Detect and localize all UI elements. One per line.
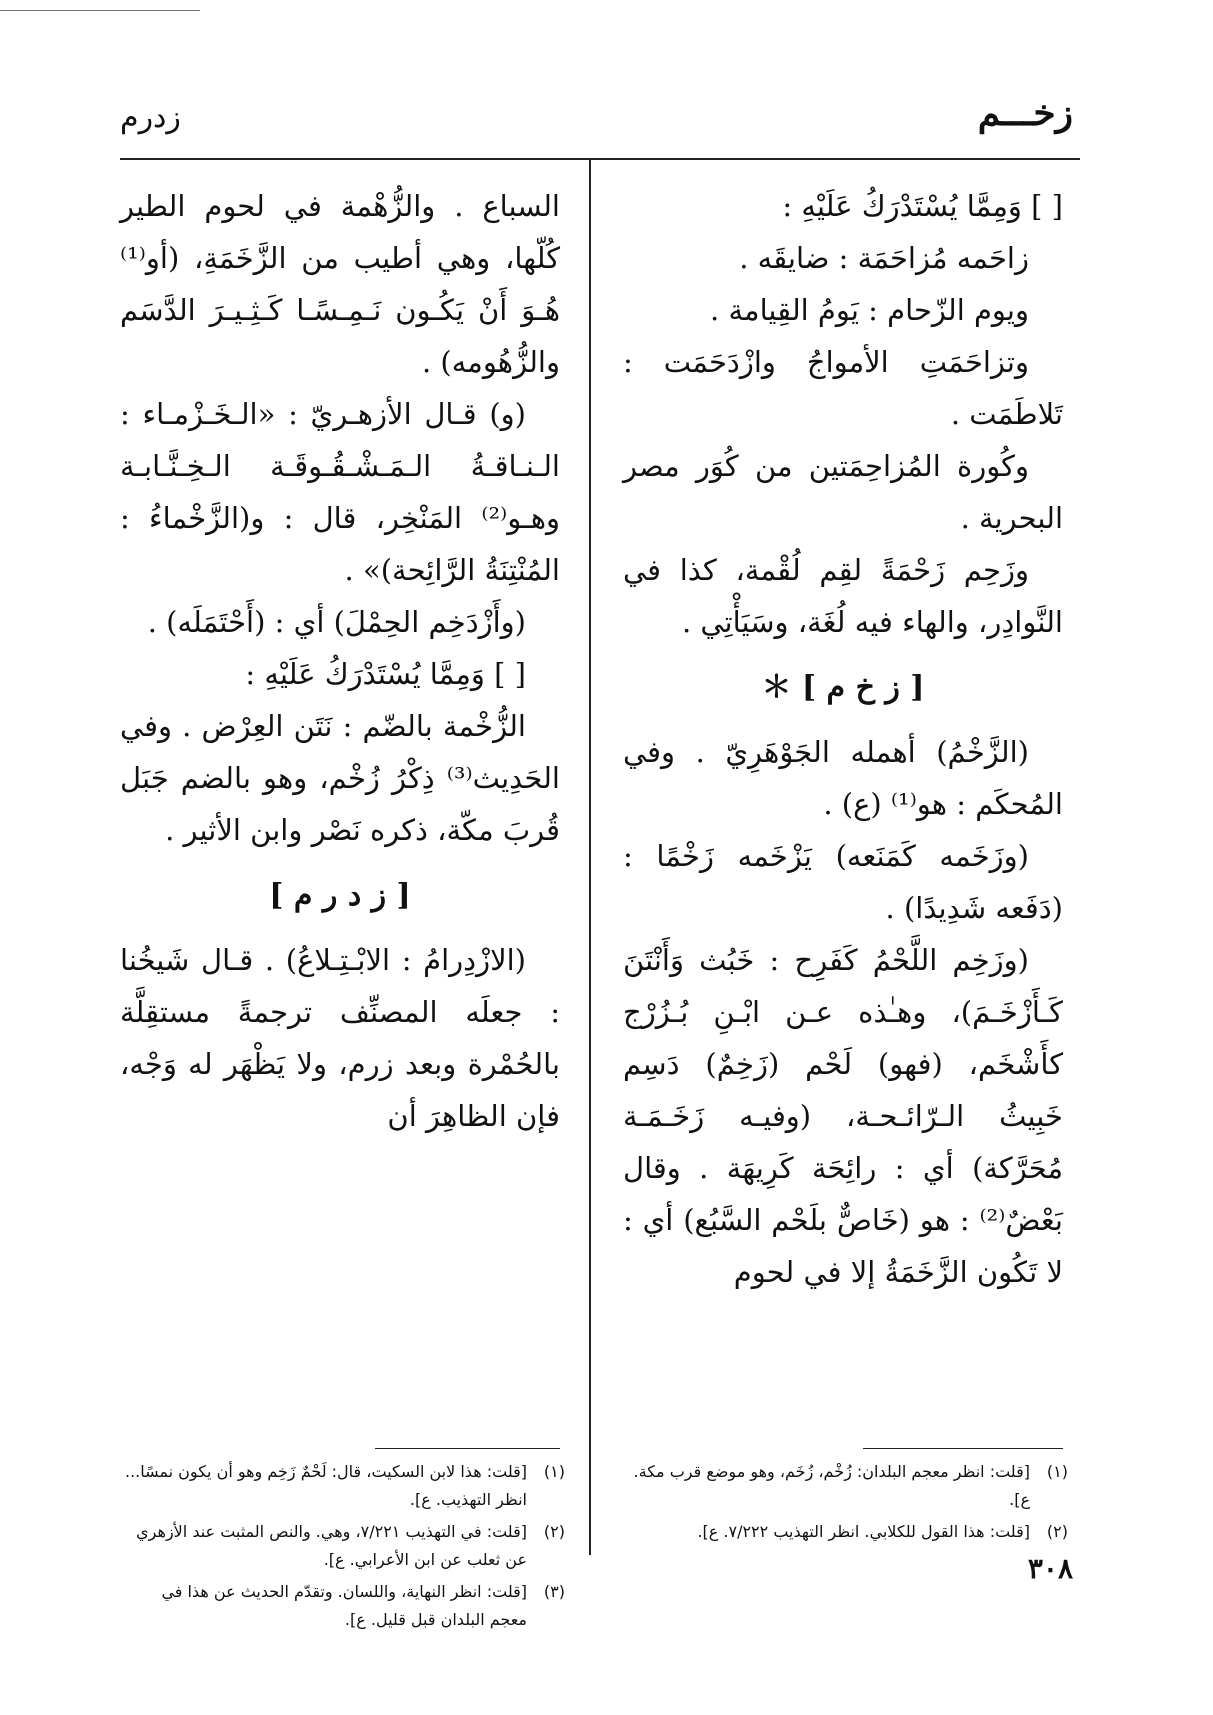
footnote bbox=[618, 1458, 1068, 1514]
running-header-right: زخـــم bbox=[977, 92, 1073, 134]
paragraph: وزَحِم زَحْمَةً لقِم لُقْمة، كذا في النَّوادِر، والهاء فيه لُغَة، وسَيَأْتِي . bbox=[623, 553, 1063, 639]
column-divider bbox=[589, 160, 591, 1555]
footnote-text: [قلت: هذا القول للكلابي. انظر التهذيب ٧/٢٢٢. ع]. bbox=[697, 1522, 1030, 1541]
right-column bbox=[623, 180, 1063, 1298]
paragraph: (وزَخِم اللَّحْمُ كَفَرِح : خَبُث وَأَنْتَنَ كَـأَزْخَـمَ)، وهـٰذه عـن ابْـنِ بُـزُرْج كأَشْخَم، (فهو) لَحْم (زَخِمٌ) دَسِم خَبِيثُ الـرّائـحـة، (وفيـه زَخَـمَـة مُحَرَّكة) أي : رائِحَة كَرِيهَة . وقال بَعْضٌ⁽²⁾ : هو (خَاصٌّ بلَحْم السَّبُع) أي : لا تَكُون الزَّخَمَةُ إلا في لحوم bbox=[623, 943, 1063, 1289]
paragraph: (الازْدِرامُ : الابْـتِـلاعُ) . قـال شَيخُنا : جعلَه المصنِّف ترجمةً مستقِلَّة بالحُمْرة وبعد زرم، ولا يَظْهَر له وَجْه، فإن الظاهِرَ أن bbox=[120, 943, 560, 1133]
paragraph: (و) قـال الأزهـريّ : «الـخَـزْمـاء : الـنـاقـةُ الـمَـشْـقُـوقَـة الـخِـنَّـابـة وهـو⁽²⁾ المَنْخِر، قال : و(الزَّخْماءُ : المُنْتِنَةُ الرَّائِحة)» . bbox=[120, 397, 560, 587]
footnote-text: [قلت: هذا لابن السكيت، قال: لَحْمٌ زَخِم وهو أن يكون نمسًا... انظر التهذيب. ع]. bbox=[124, 1462, 527, 1509]
paragraph: (وأَزْدَخِم الحِمْلَ) أي : (أَحْتَمَلَه) . bbox=[147, 605, 526, 639]
paragraph: الزُّخْمة بالضّم : نَتَن العِرْض . وفي الحَدِيث⁽³⁾ ذِكْرُ زُخْم، وهو بالضم جَبَل قُربَ مكّة، ذكره نَصْر وابن الأثير . bbox=[120, 709, 560, 847]
paragraph: [ ] وَمِمَّا يُسْتَدْرَكُ عَلَيْهِ : bbox=[782, 189, 1063, 223]
entry-heading: [ ز د ر م ] bbox=[269, 878, 411, 913]
footnote-text: [قلت: انظر النهاية، واللسان. وتقدّم الحديث عن هذا في معجم البلدان قبل قليل. ع]. bbox=[161, 1582, 527, 1629]
header-divider bbox=[120, 158, 1080, 160]
paragraph: (وزَخَمه كَمَنَعه) يَزْخَمه زَخْمًا : (دَفَعه شَدِيدًا) . bbox=[623, 839, 1063, 925]
left-column bbox=[120, 180, 560, 1142]
footnote-number: (٢) bbox=[1046, 1522, 1068, 1541]
page-number: ٣٠٨ bbox=[1027, 1552, 1073, 1585]
footnotes-right bbox=[618, 1458, 1068, 1550]
paragraph: [ ] وَمِمَّا يُسْتَدْرَكُ عَلَيْهِ : bbox=[245, 657, 526, 691]
footnote-rule-left bbox=[375, 1448, 560, 1449]
footnote-text: [قلت: انظر معجم البلدان: زُخْم، زُخَم، وهو موضع قرب مكة. ع]. bbox=[633, 1462, 1030, 1509]
footnote bbox=[120, 1458, 565, 1514]
paragraph: (الزَّخْمُ) أهمله الجَوْهَرِيّ . وفي المُحكَم : هو⁽¹⁾ (ع) . bbox=[623, 735, 1063, 821]
paragraph: وكُورة المُزاحِمَتين من كُوَر مصر البحرية . bbox=[623, 449, 1063, 535]
footnote-number: (٢) bbox=[543, 1522, 565, 1541]
paragraph: زاحَمه مُزاحَمَة : ضايقَه . bbox=[739, 241, 1029, 275]
footnote-number: (١) bbox=[1046, 1462, 1068, 1481]
footnote-text: [قلت: في التهذيب ٧/٢٢١، وهي. والنص المثبت عند الأزهري عن ثعلب عن ابن الأعرابي. ع]. bbox=[136, 1522, 527, 1569]
paragraph: السباع . والزُّهْمة في لحوم الطير كُلّها، وهي أطيب من الزَّخَمَةِ، (أو⁽¹⁾ هُـوَ أَنْ يَكُـون نَـمِـسًـا كَـثِـيـرَ الدَّسَم والزُّهُومه) . bbox=[120, 189, 560, 379]
footnote bbox=[120, 1578, 565, 1634]
scan-edge-marks bbox=[0, 10, 200, 15]
running-header-left: زدرم bbox=[120, 100, 181, 135]
paragraph: ويوم الزّحام : يَومُ القِيامة . bbox=[710, 293, 1029, 327]
footnote-rule-right bbox=[863, 1448, 1063, 1449]
footnote-number: (٣) bbox=[543, 1582, 565, 1601]
footnote-number: (١) bbox=[543, 1462, 565, 1481]
footnotes-left bbox=[120, 1458, 565, 1638]
footnote bbox=[120, 1518, 565, 1574]
footnote bbox=[618, 1518, 1068, 1546]
entry-heading: [ ز خ م ] ＊ bbox=[761, 670, 925, 705]
paragraph: وتزاحَمَتِ الأمواجُ وازْدَحَمَت : تَلاطَمَت . bbox=[623, 345, 1063, 431]
